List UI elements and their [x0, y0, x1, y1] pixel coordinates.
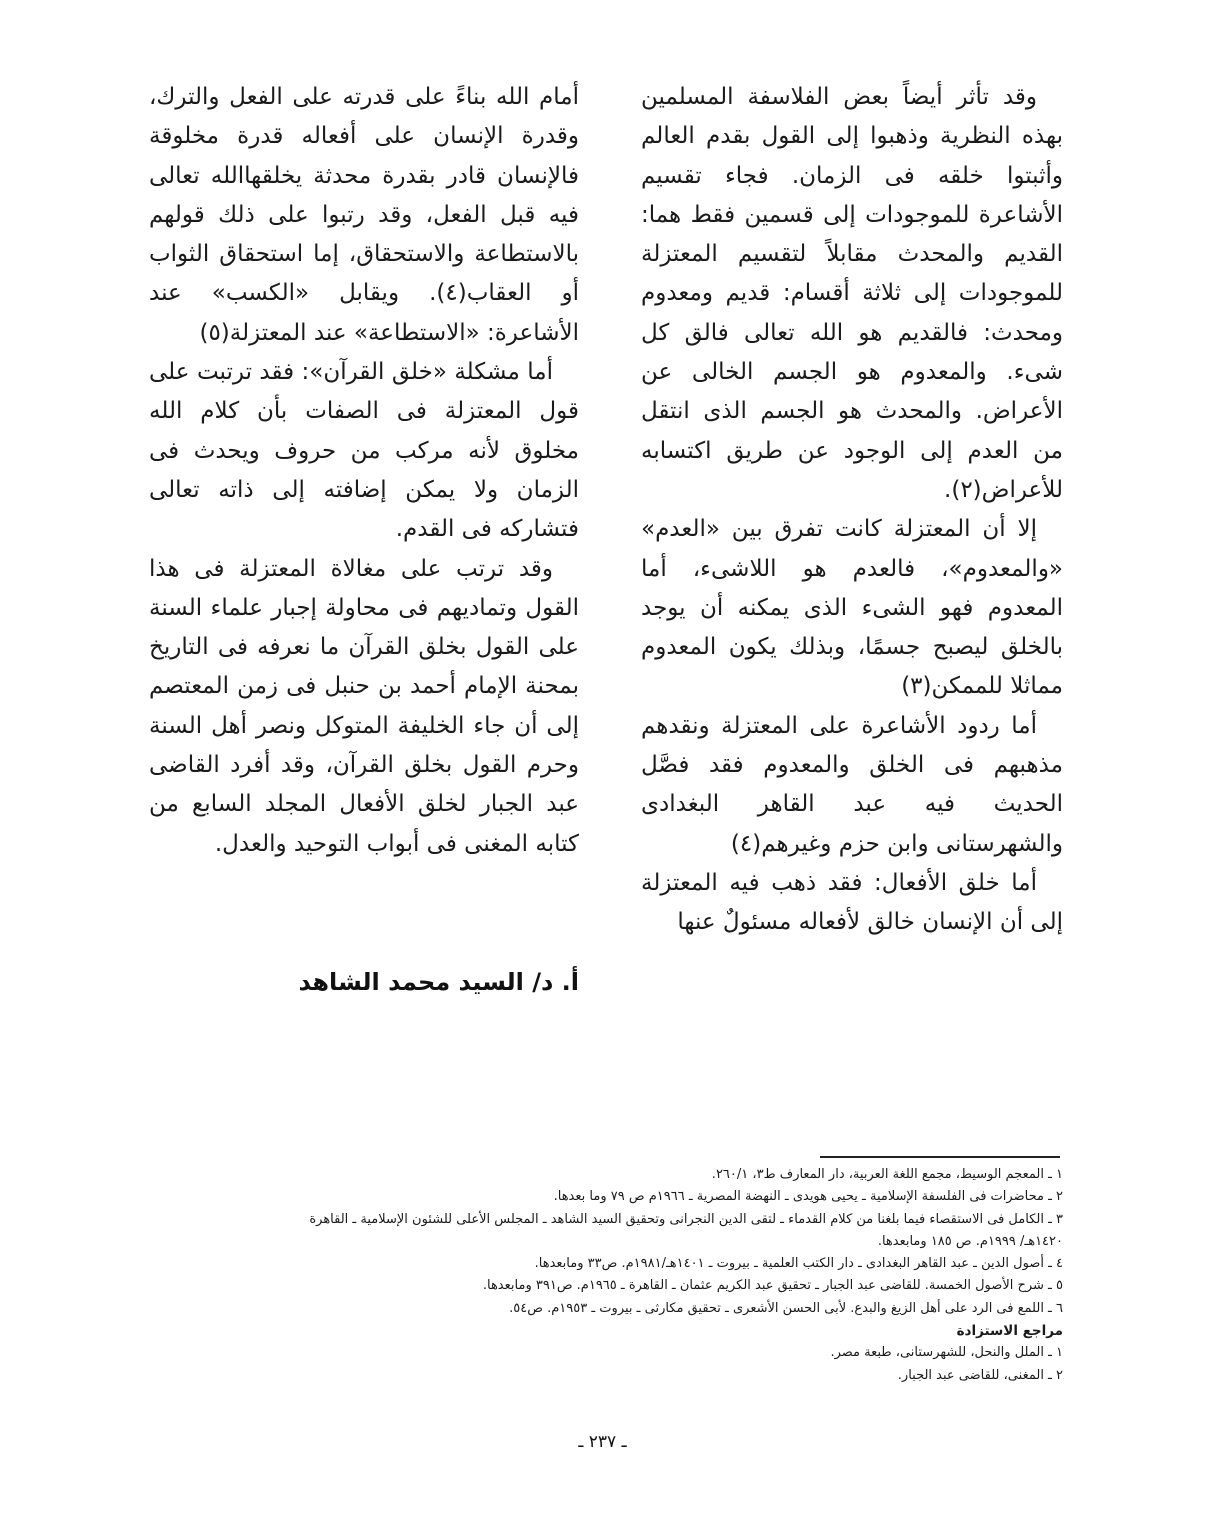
right-column [641, 78, 1063, 943]
footnotes [148, 1164, 1063, 1387]
footnote: ٣ ـ الكامل فى الاستقصاء فيما بلغنا من كلام القدماء ـ لتقى الدين النجرانى وتحقيق السيد الشاهد ـ المجلس الأعلى للشئون الإسلامية ـ القاهرة [309, 1211, 1063, 1227]
left-column [149, 78, 579, 864]
reference-item: ٢ ـ المغنى، للقاضى عبد الجبار. [897, 1367, 1063, 1383]
page-number: ـ ٢٣٧ ـ [578, 1432, 627, 1452]
footnote: ١ ـ المعجم الوسيط، مجمع اللغة العربية، دار المعارف ط٣، ٢٦٠/١. [711, 1167, 1063, 1182]
footnote: ٥ ـ شرح الأصول الخمسة. للقاضى عبد الجبار ـ تحقيق عبد الكريم عثمان ـ القاهرة ـ ١٩٦٥م. ص٣٩١ ومابعدها. [482, 1278, 1063, 1294]
paragraph: أمام الله بناءً على قدرته على الفعل والترك، وقدرة الإنسان على أفعاله قدرة مخلوقة فالإنسان قادر بقدرة محدثة يخلقهاالله تعالى فيه قبل الفعل، وقد رتبوا على ذلك قولهم بالاستطاعة والاستحقاق، إما استحقاق الثواب أو العقاب(٤). ويقابل «الكسب» عند الأشاعرة: «الاستطاعة» عند المعتزلة(٥) [149, 84, 579, 346]
footnote-divider [820, 1156, 1060, 1158]
paragraph: إلا أن المعتزلة كانت تفرق بين «العدم» «والمعدوم»، فالعدم هو اللاشىء، أما المعدوم فهو الشىء الذى يمكنه أن يوجد بالخلق ليصبح جسمًا، وبذلك يكون المعدوم مماثلا للممكن(٣) [641, 516, 1063, 700]
footnote: ٢ ـ محاضرات فى الفلسفة الإسلامية ـ يحيى هويدى ـ النهضة المصرية ـ ١٩٦٦م ص ٧٩ وما بعدها. [553, 1189, 1063, 1205]
paragraph: أما مشكلة «خلق القرآن»: فقد ترتبت على قول المعتزلة فى الصفات بأن كلام الله مخلوق لأنه مركب من حروف ويحدث فى الزمان ولا يمكن إضافته إلى ذاته تعالى فتشاركه فى القدم. [149, 359, 579, 543]
references-heading: مراجع الاستزادة [956, 1323, 1063, 1340]
paragraph: وقد تأثر أيضاً بعض الفلاسفة المسلمين بهذه النظرية وذهبوا إلى القول بقدم العالم وأثبتوا خلقه فى الزمان. فجاء تقسيم الأشاعرة للموجودات إلى قسمين فقط هما: القديم والمحدث مقابلاً لتقسيم المعتزلة للموجودات إلى ثلاثة أقسام: قديم ومعدوم ومحدث: فالقديم هو الله تعالى فالق كل شىء. والمعدوم هو الجسم الخالى عن الأعراض. والمحدث هو الجسم الذى انتقل من العدم إلى الوجود عن طريق اكتسابه للأعراض(٢). [641, 84, 1063, 503]
author-signature: أ. د/ السيد محمد الشاهد [298, 968, 579, 996]
footnote-continuation: ١٤٢٠هـ/ ١٩٩٩م. ص ١٨٥ ومابعدها. [877, 1233, 1063, 1249]
reference-item: ١ ـ الملل والنحل، للشهرستانى، طبعة مصر. [830, 1345, 1063, 1361]
paragraph: أما ردود الأشاعرة على المعتزلة ونقدهم مذهبهم فى الخلق والمعدوم فقد فصَّل الحديث فيه عبد القاهر البغدادى والشهرستانى وابن حزم وغيرهم(٤) [641, 712, 1063, 857]
paragraph: وقد ترتب على مغالاة المعتزلة فى هذا القول وتماديهم فى محاولة إجبار علماء السنة على القول بخلق القرآن ما نعرفه فى التاريخ بمحنة الإمام أحمد بن حنبل فى زمن المعتصم إلى أن جاء الخليفة المتوكل ونصر أهل السنة وحرم القول بخلق القرآن، وقد أفرد القاضى عبد الجبار لخلق الأفعال المجلد السابع من كتابه المغنى فى أبواب التوحيد والعدل. [149, 555, 579, 857]
footnote: ٦ ـ اللمع فى الرد على أهل الزيغ والبدع. لأبى الحسن الأشعرى ـ تحقيق مكارثى ـ بيروت ـ ١٩٥٣م. ص٥٤. [509, 1300, 1063, 1316]
footnote: ٤ ـ أصول الدين ـ عبد القاهر البغدادى ـ دار الكتب العلمية ـ بيروت ـ ١٤٠١هـ/١٩٨١م. ص٣٣ ومابعدها. [534, 1256, 1063, 1272]
paragraph: أما خلق الأفعال: فقد ذهب فيه المعتزلة إلى أن الإنسان خالق لأفعاله مسئولٌ عنها [641, 869, 1063, 936]
